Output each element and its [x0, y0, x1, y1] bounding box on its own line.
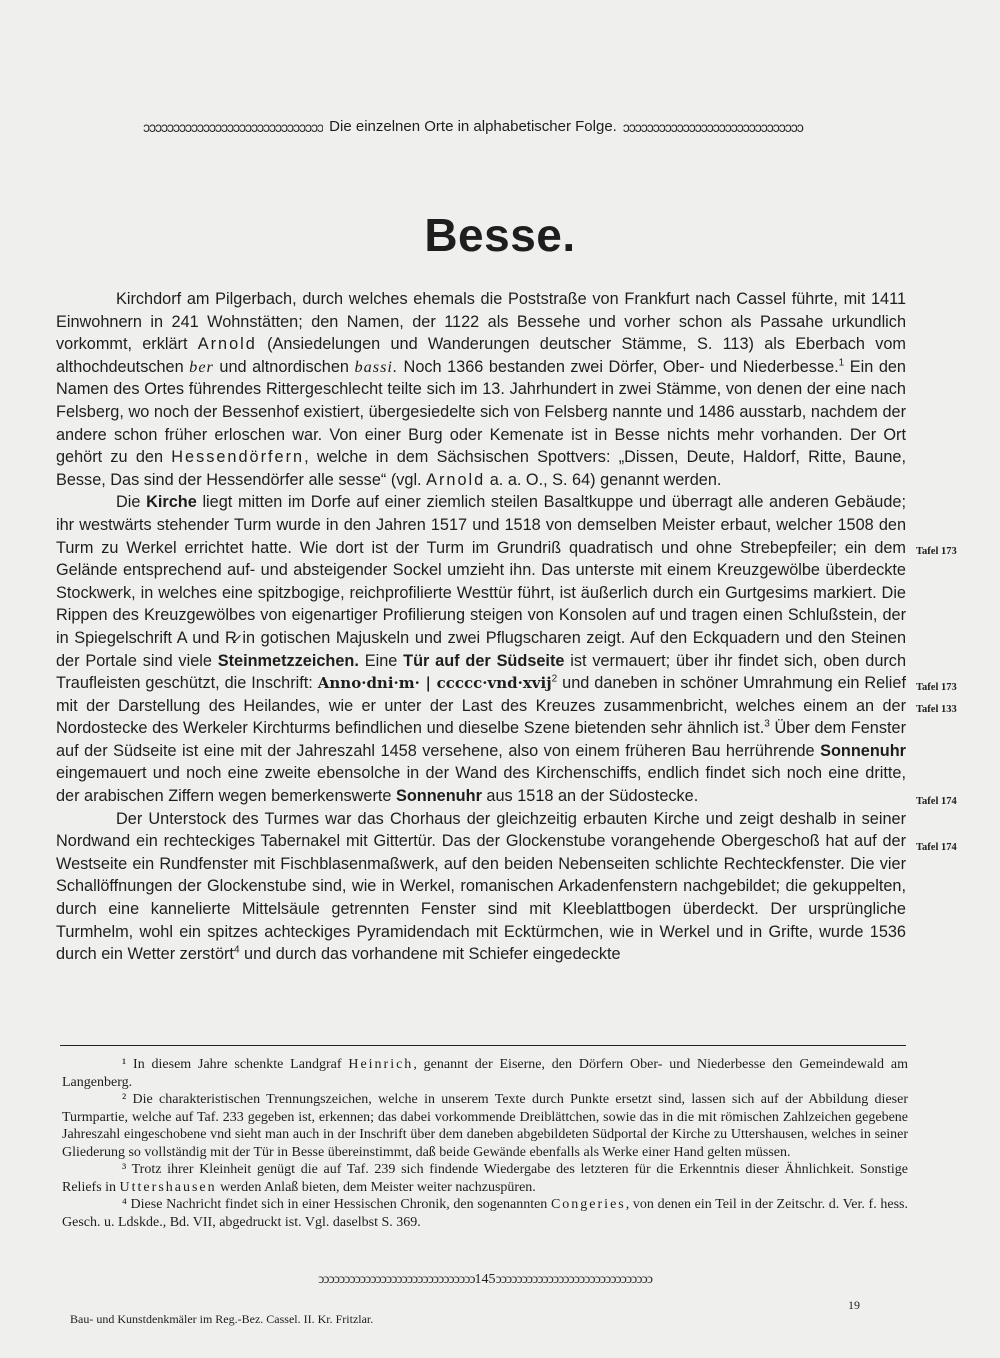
page-title: Besse. [424, 209, 576, 261]
bold-term: Tür auf der Südseite [403, 651, 565, 670]
author-name: Arnold [197, 335, 257, 354]
ornament-border-right: ↄↄↄↄↄↄↄↄↄↄↄↄↄↄↄↄↄↄↄↄↄↄↄↄↄↄↄↄↄↄ [495, 1272, 652, 1287]
footnote-ref-4: 4 [233, 944, 240, 956]
gothic-inscription: Anno·dni·m· | ccccc·vnd·xvij [317, 674, 552, 693]
publication-line: Bau- und Kunstdenkmäler im Reg.-Bez. Cassel. II. Kr. Fritzlar. [70, 1312, 374, 1326]
footnote-1: ¹ In diesem Jahre schenkte Landgraf Heinrich, genannt der Eiserne, den Dörfern Ober- und Niederbesse den Gemeindewald am Langenberg. [62, 1057, 908, 1090]
footnote-3: ³ Trotz ihrer Kleinheit genügt die auf Taf. 239 sich findende Wiedergabe des letzteren für die Erkenntnis dieser Ähnlichkeit. Sonstige Reliefs in Uttershausen werden Anlaß bieten, dem Meister weiter nachzuspüren. [62, 1162, 908, 1195]
ornament-border-left: ↄↄↄↄↄↄↄↄↄↄↄↄↄↄↄↄↄↄↄↄↄↄↄↄↄↄↄↄↄↄ [143, 118, 324, 135]
signature-mark: 19 [848, 1298, 860, 1312]
margin-note: Tafel 173 [916, 546, 957, 557]
ornament-border-left: ↄↄↄↄↄↄↄↄↄↄↄↄↄↄↄↄↄↄↄↄↄↄↄↄↄↄↄↄↄↄ [318, 1272, 475, 1287]
spaced-term: Heinrich [348, 1057, 414, 1072]
spaced-term: Congeries [550, 1197, 626, 1212]
body-text [56, 288, 906, 966]
author-name: Arnold [426, 470, 486, 489]
running-head-text: Die einzelnen Orte in alphabetischer Folge. [329, 118, 617, 135]
italic-term: bassi. [354, 356, 399, 376]
margin-note: Tafel 133 [916, 704, 957, 715]
bold-term: Sonnenuhr [395, 787, 482, 806]
spaced-term: Hessendörfern [171, 448, 305, 467]
margin-note: Tafel 173 [916, 682, 957, 693]
margin-note: Tafel 174 [916, 796, 957, 807]
footnote-divider [60, 1045, 906, 1046]
margin-note: Tafel 174 [916, 842, 957, 853]
bold-term: Steinmetzzeichen. [217, 651, 359, 670]
paragraph-2: Die Kirche liegt mitten im Dorfe auf einer ziemlich steilen Basaltkuppe und überragt alle anderen Gebäude; ihr westwärts stehender Turm wurde in den Jahren 1517 und 1518 von demselben Meister erbaut, welcher 1508 den Turm zu Werkel errichtet hatte. Wie dort ist der Turm im Grundriß quadratisch und ohne Strebepfeiler; ein dem Gelände entsprechend auf- und absteigender Sockel umzieht ihn. Das unterste mit einem Kreuzgewölbe überdeckte Stockwerk, in welches eine spitzbogige, reichprofilierte Westtür führt, ist äußerlich durch ein Gurtgesims markiert. Die Rippen des Kreuzgewölbes von eigenartiger Profilierung steigen von Konsolen auf und tragen einen Schlußstein, der in Spiegelschrift A und R̷ in gotischen Majuskeln und zwei Pflugscharen zeigt. Auf den Eckquadern und den Steinen der Portale sind viele Steinmetzzeichen. Eine Tür auf der Südseite ist vermauert; über ihr findet sich, oben durch Traufleisten geschützt, die Inschrift: Anno·dni·m· | ccccc·vnd·xvij$^2$ und daneben in schöner Umrahmung ein Relief mit der Darstellung des Heilandes, wie er unter der Last des Kreuzes zusammenbricht, welches einem an der Nordostecke des Werkeler Kirchturms befindlichen und dieselbe Szene bietenden sehr ähnlich ist.$^3$ Über dem Fenster auf der Südseite ist eine mit der Jahreszahl 1458 versehene, also von einem früheren Bau herrührende Sonnenuhr eingemauert und noch eine zweite ebensolche in der Wand des Kirchenschiffs, endlich findet sich noch eine dritte, der arabischen Ziffern wegen bemerkenswerte Sonnenuhr aus 1518 an der Südostecke. [56, 493, 906, 806]
spaced-term: Uttershausen [119, 1179, 217, 1195]
paragraph-1: Kirchdorf am Pilgerbach, durch welches ehemals die Poststraße von Frankfurt nach Cassel führte, mit 1411 Einwohnern in 241 Wohnstätten; den Namen, der 1122 als Bessehe und vorher schon als Passahe urkundlich vorkommt, erklärt Arnold (Ansiedelungen und Wanderungen deutscher Stämme, S. 113) als Eberbach vom althochdeutschen ber und altnordischen bassi. Noch 1366 bestanden zwei Dörfer, Ober- und Niederbesse.$^1$ Ein den Namen des Ortes führendes Rittergeschlecht teilte sich im 13. Jahrhundert in zwei Stämme, von denen der eine nach Felsberg, wo noch der Bessenhof existiert, übergesiedelte sich von Felsberg nannte und 1486 ausstarb, nachdem der andere schon früher erloschen war. Von einer Burg oder Kemenate ist in Besse nichts mehr vorhanden. Der Ort gehört zu den Hessendörfern, welche in dem Sächsischen Spottvers: „Dissen, Deute, Haldorf, Ritte, Baune, Besse, Das sind der Hessendörfer alle sesse“ (vgl. Arnold a. a. O., S. 64) genannt werden. [56, 290, 906, 489]
footer-ornament [60, 1272, 910, 1288]
bold-term: Kirche [146, 493, 197, 512]
page-number: 145 [474, 1272, 496, 1287]
bold-term: Sonnenuhr [820, 741, 906, 760]
footnote-4: ⁴ Diese Nachricht findet sich in einer Hessischen Chronik, den sogenannten Congeries, von denen ein Teil in der Zeitschr. d. Ver. f. hess. Gesch. u. Ldskde., Bd. VII, abgedruckt ist. Vgl. daselbst S. 369. [62, 1197, 908, 1230]
italic-term: ber [189, 356, 214, 376]
running-head [48, 118, 898, 135]
footnote-ref-2: 2 [551, 673, 558, 685]
ornament-border-right: ↄↄↄↄↄↄↄↄↄↄↄↄↄↄↄↄↄↄↄↄↄↄↄↄↄↄↄↄↄↄ [622, 118, 803, 135]
footnote-2: ² Die charakteristischen Trennungszeichen, welche in unserem Texte durch Punkte ersetzt sind, lassen sich auf der Abbildung dieser Turmpartie, welche auf Taf. 233 gegeben ist, erkennen; das dabei vorkommende Dreiblättchen, sowie das in die mit römischen Zahlzeichen gegebene Jahreszahl eingeschobene vnd sieht man auch in der Inschrift über dem daneben abgebildeten Südportal der Kirche zu Uttershausen, welches in seiner Gliederung so vollständig mit der Tür in Besse übereinstimmt, daß beide Gewände ebenfalls als Werke einer Hand gelten müssen. [62, 1092, 908, 1160]
footnote-ref-1: 1 [838, 357, 845, 369]
footnotes [62, 1056, 908, 1231]
paragraph-3: Der Unterstock des Turmes war das Chorhaus der gleichzeitig erbauten Kirche und zeigt deshalb in seiner Nordwand ein rechteckiges Tabernakel mit Gittertür. Das der Glockenstube vorangehende Obergeschoß hat auf der Westseite ein Rundfenster mit Fischblasenmaßwerk, auf den beiden Nebenseiten schlichte Rechteckfenster. Die vier Schallöffnungen der Glockenstube sind, wie in Werkel, romanischen Arkadenfenstern nachgebildet; die gekuppelten, durch eine kannelierte Mittelsäule getrennten Fenster sind mit Kleeblattbogen überdeckt. Der ursprüngliche Turmhelm, wohl ein spitzes achteckiges Pyramidendach mit Ecktürmchen, wie in Werkel und in Grifte, wurde 1536 durch ein Wetter zerstört$^4$ und durch das vorhandene mit Schiefer eingedeckte [56, 809, 906, 964]
footnote-ref-3: 3 [764, 718, 770, 730]
